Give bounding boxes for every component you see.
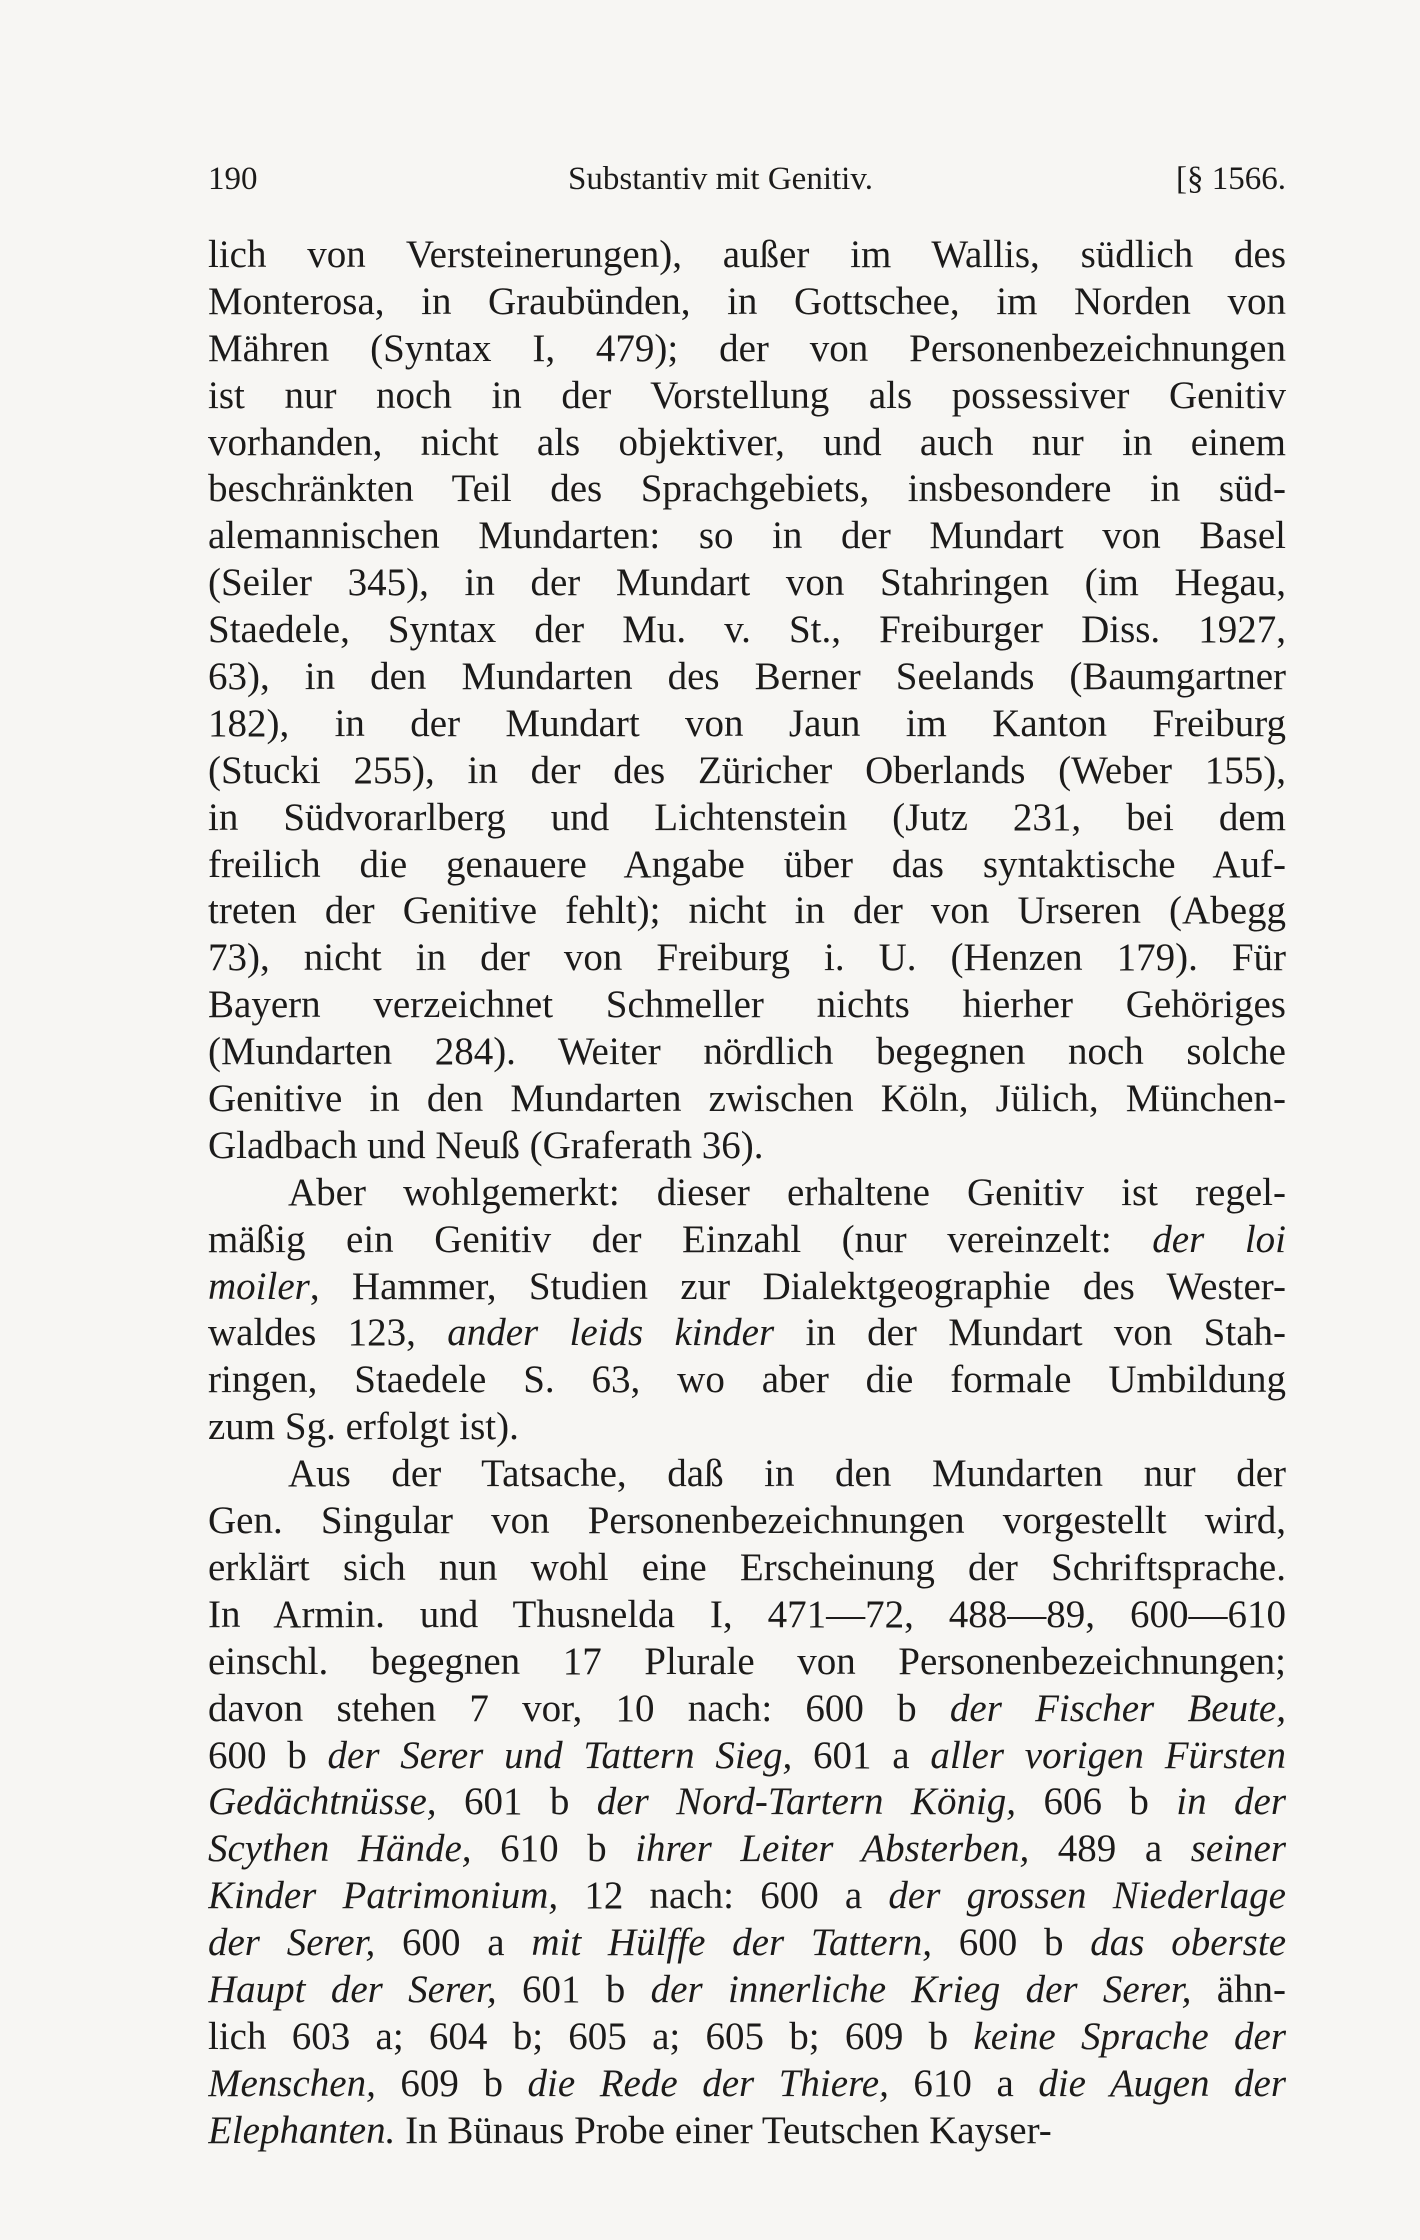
text-run: erklärt sich nun wohl eine Erscheinung der Schriftsprache. bbox=[208, 1545, 1286, 1589]
text-run: in Südvorarlberg und Lichtenstein (Jutz 231, bei dem bbox=[208, 795, 1286, 839]
text-run: in der Mundart von Stah- bbox=[774, 1311, 1286, 1355]
text-run: beschränkten Teil des Sprachgebiets, insbesondere in süd- bbox=[208, 467, 1286, 511]
text-line bbox=[208, 1310, 1286, 1357]
text-run: 600 a bbox=[375, 1921, 532, 1965]
text-line bbox=[208, 466, 1286, 513]
text-line bbox=[208, 1217, 1286, 1264]
text-line bbox=[208, 2061, 1286, 2108]
text-run: (Mundarten 284). Weiter nördlich begegnen noch solche bbox=[208, 1030, 1286, 1074]
text-run: 12 nach: 600 a bbox=[558, 1874, 889, 1918]
text-line bbox=[208, 513, 1286, 560]
text-run: Aber wohlgemerkt: dieser erhaltene Genitiv ist regel- bbox=[288, 1170, 1286, 1214]
text-line bbox=[208, 1920, 1286, 1967]
text-run: , Hammer, Studien zur Dialektgeographie des Wester- bbox=[309, 1264, 1286, 1308]
text-line bbox=[208, 279, 1286, 326]
text-line bbox=[208, 1123, 1286, 1170]
text-run: Staedele, Syntax der Mu. v. St., Freiburger Diss. 1927, bbox=[208, 608, 1286, 652]
italic-text: die Rede der Thiere, bbox=[527, 2061, 889, 2105]
text-line bbox=[208, 232, 1286, 279]
italic-text: aller vorigen Fürsten bbox=[930, 1733, 1286, 1777]
text-run: 610 b bbox=[471, 1827, 636, 1871]
italic-text: Scythen Hände, bbox=[208, 1827, 472, 1871]
running-title: Substantiv mit Genitiv. bbox=[568, 161, 873, 197]
text-line bbox=[208, 1733, 1286, 1780]
text-run: lich von Versteinerungen), außer im Wallis, südlich des bbox=[208, 233, 1286, 276]
page-number: 190 bbox=[208, 161, 258, 197]
text-line bbox=[208, 1264, 1286, 1311]
text-line bbox=[208, 1592, 1286, 1639]
text-line bbox=[208, 420, 1286, 467]
paragraph bbox=[208, 1451, 1286, 2154]
text-line bbox=[208, 1779, 1286, 1826]
text-line bbox=[208, 842, 1286, 889]
italic-text: der Fischer Beute, bbox=[949, 1686, 1286, 1730]
text-run: In Bünaus Probe einer Teutschen Kayser- bbox=[395, 2108, 1052, 2152]
text-run: 600 b bbox=[208, 1733, 328, 1777]
text-run: Genitive in den Mundarten zwischen Köln, Jülich, München- bbox=[208, 1077, 1286, 1121]
text-run: 601 b bbox=[436, 1780, 597, 1824]
text-run: Mähren (Syntax I, 479); der von Personenbezeichnungen bbox=[208, 326, 1286, 370]
text-line bbox=[208, 2108, 1286, 2155]
text-line bbox=[208, 935, 1286, 982]
text-run: ist nur noch in der Vorstellung als possessiver Genitiv bbox=[208, 373, 1286, 417]
italic-text: die Augen der bbox=[1038, 2061, 1286, 2105]
text-line bbox=[208, 1967, 1286, 2014]
text-run: 182), in der Mundart von Jaun im Kanton Freiburg bbox=[208, 701, 1286, 745]
text-run: 610 a bbox=[888, 2061, 1039, 2105]
text-line bbox=[208, 1029, 1286, 1076]
italic-text: der grossen Niederlage bbox=[888, 1874, 1286, 1918]
text-run: ähn- bbox=[1191, 1967, 1286, 2011]
text-run: lich 603 a; 604 b; 605 a; 605 b; 609 b bbox=[208, 2014, 974, 2058]
text-run: waldes 123, bbox=[208, 1311, 448, 1355]
text-line bbox=[208, 560, 1286, 607]
italic-text: das oberste bbox=[1090, 1921, 1286, 1965]
text-line bbox=[208, 1170, 1286, 1217]
text-line bbox=[208, 326, 1286, 373]
text-line bbox=[208, 888, 1286, 935]
text-line bbox=[208, 1404, 1286, 1451]
text-line bbox=[208, 1545, 1286, 1592]
italic-text: seiner bbox=[1190, 1827, 1286, 1871]
section-reference: [§ 1566. bbox=[1176, 161, 1286, 197]
text-line bbox=[208, 2014, 1286, 2061]
italic-text: Elephanten. bbox=[208, 2108, 396, 2152]
italic-text: der innerliche Krieg der Serer, bbox=[650, 1967, 1192, 2011]
italic-text: ihrer Leiter Absterben, bbox=[635, 1827, 1030, 1871]
text-run: 73), nicht in der von Freiburg i. U. (Henzen 179). Für bbox=[208, 936, 1286, 980]
paragraph bbox=[208, 1170, 1286, 1451]
text-line bbox=[208, 1076, 1286, 1123]
text-run: 489 a bbox=[1029, 1827, 1191, 1871]
text-line bbox=[208, 748, 1286, 795]
text-run: 600 b bbox=[931, 1921, 1091, 1965]
text-run: einschl. begegnen 17 Plurale von Personenbezeichnungen; bbox=[208, 1639, 1286, 1683]
text-run: vorhanden, nicht als objektiver, und auch nur in einem bbox=[208, 420, 1286, 464]
text-line bbox=[208, 1826, 1286, 1873]
italic-text: in der bbox=[1176, 1780, 1286, 1824]
text-run: 606 b bbox=[1016, 1780, 1177, 1824]
text-line bbox=[208, 1639, 1286, 1686]
italic-text: keine Sprache der bbox=[973, 2014, 1286, 2058]
italic-text: Haupt der Serer, bbox=[208, 1967, 497, 2011]
italic-text: mit Hülffe der Tattern, bbox=[531, 1921, 932, 1965]
text-line bbox=[208, 1873, 1286, 1920]
text-line bbox=[208, 654, 1286, 701]
text-run: (Seiler 345), in der Mundart von Stahringen (im Hegau, bbox=[208, 561, 1286, 605]
text-run: In Armin. und Thusnelda I, 471—72, 488—89, 600—610 bbox=[208, 1592, 1286, 1636]
text-line bbox=[208, 982, 1286, 1029]
text-run: 601 a bbox=[792, 1733, 931, 1777]
italic-text: ander leids kinder bbox=[447, 1311, 775, 1355]
italic-text: moiler bbox=[208, 1264, 310, 1308]
text-run: ringen, Staedele S. 63, wo aber die formale Umbildung bbox=[208, 1358, 1286, 1402]
italic-text: Gedächtnüsse, bbox=[208, 1780, 437, 1824]
text-line bbox=[208, 607, 1286, 654]
italic-text: der Nord-Tartern König, bbox=[596, 1780, 1017, 1824]
text-run: mäßig ein Genitiv der Einzahl (nur vereinzelt: bbox=[208, 1217, 1153, 1261]
running-header bbox=[208, 157, 1286, 201]
italic-text: der loi bbox=[1152, 1217, 1286, 1261]
text-line bbox=[208, 1686, 1286, 1733]
text-run: davon stehen 7 vor, 10 nach: 600 b bbox=[208, 1686, 950, 1730]
text-run: alemannischen Mundarten: so in der Mundart von Basel bbox=[208, 514, 1286, 558]
body-text bbox=[208, 232, 1286, 2155]
text-line bbox=[208, 1451, 1286, 1498]
italic-text: der Serer, bbox=[208, 1921, 376, 1965]
text-run: zum Sg. erfolgt ist). bbox=[208, 1405, 519, 1449]
paragraph bbox=[208, 232, 1286, 1170]
text-run: Gen. Singular von Personenbezeichnungen vorgestellt wird, bbox=[208, 1499, 1286, 1543]
text-run: treten der Genitive fehlt); nicht in der von Urseren (Abegg bbox=[208, 889, 1286, 933]
text-run: 601 b bbox=[496, 1967, 651, 2011]
text-run: 63), in den Mundarten des Berner Seelands (Baumgartner bbox=[208, 655, 1286, 699]
text-line bbox=[208, 701, 1286, 748]
italic-text: Kinder Patrimonium, bbox=[208, 1874, 559, 1918]
text-line bbox=[208, 1357, 1286, 1404]
text-run: Gladbach und Neuß (Graferath 36). bbox=[208, 1123, 764, 1167]
text-run: Bayern verzeichnet Schmeller nichts hierher Gehöriges bbox=[208, 983, 1286, 1027]
text-line bbox=[208, 373, 1286, 420]
text-line bbox=[208, 795, 1286, 842]
text-run: (Stucki 255), in der des Züricher Oberlands (Weber 155), bbox=[208, 748, 1286, 792]
text-line bbox=[208, 1498, 1286, 1545]
text-run: freilich die genauere Angabe über das syntaktische Auf- bbox=[208, 842, 1286, 886]
italic-text: der Serer und Tattern Sieg, bbox=[327, 1733, 793, 1777]
italic-text: Menschen, bbox=[208, 2061, 376, 2105]
text-run: Aus der Tatsache, daß in den Mundarten nur der bbox=[288, 1452, 1286, 1496]
text-run: Monterosa, in Graubünden, in Gottschee, im Norden von bbox=[208, 279, 1286, 323]
text-run: 609 b bbox=[375, 2061, 528, 2105]
